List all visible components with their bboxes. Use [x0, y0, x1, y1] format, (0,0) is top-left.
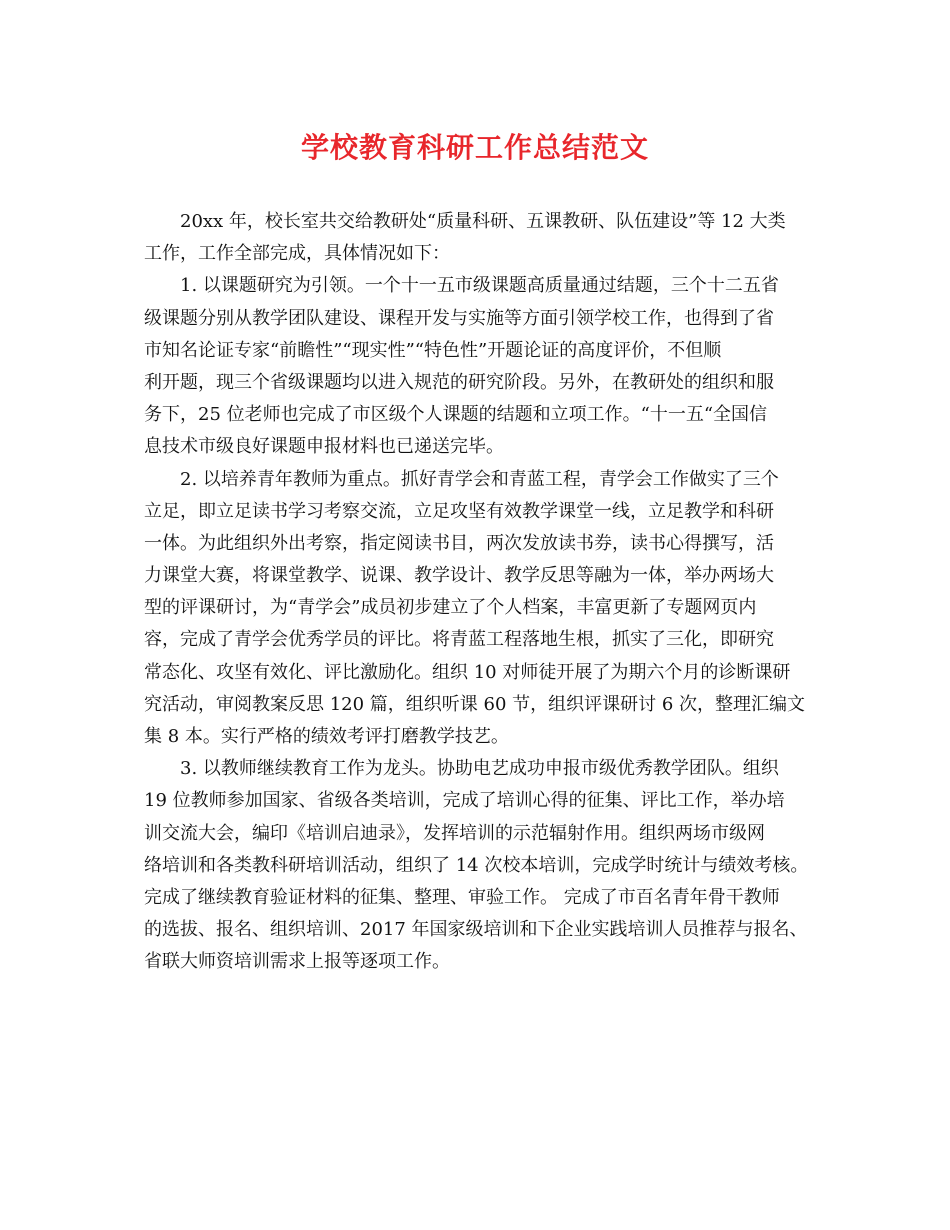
document-title: 学校教育科研工作总结范文 — [300, 131, 649, 164]
paragraph-intro-line: 工作，工作全部完成，具体情况如下： — [144, 243, 450, 265]
paragraph-3-line: 训交流大会，编印《培训启迪录》，发挥培训的示范辐射作用。组织两场市级网 — [144, 822, 765, 844]
paragraph-3-line: 完成了继续教育验证材料的征集、整理、审验工作。 完成了市百名青年骨干教师 — [144, 886, 780, 908]
paragraph-3-line: 的选拔、报名、组织培训、2017 年国家级培训和下企业实践培训人员推荐与报名、 — [144, 919, 808, 941]
paragraph-1-line: 1. 以课题研究为引领。一个十一五市级课题高质量通过结题，三个十二五省 — [180, 275, 779, 297]
paragraph-2-line: 常态化、攻坚有效化、评比激励化。组织 10 对师徒开展了为期六个月的诊断课研 — [144, 661, 791, 683]
paragraph-2-line: 究活动，审阅教案反思 120 篇，组织听课 60 节，组织评课研讨 6 次，整理汇编文 — [144, 693, 806, 715]
paragraph-1-line: 务下，25 位老师也完成了市区级个人课题的结题和立项工作。“十一五“全国信 — [144, 404, 768, 426]
paragraph-1-line: 级课题分别从教学团队建设、课程开发与实施等方面引领学校工作，也得到了省 — [144, 307, 774, 329]
paragraph-3-line: 省联大师资培训需求上报等逐项工作。 — [144, 951, 450, 973]
paragraph-1-line: 市知名论证专家“前瞻性”“现实性”“特色性”开题论证的高度评价，不但顺 — [144, 339, 722, 361]
paragraph-3-line: 19 位教师参加国家、省级各类培训，完成了培训心得的征集、评比工作，举办培 — [144, 790, 785, 812]
paragraph-1-line: 息技术市级良好课题申报材料也已递送完毕。 — [144, 436, 504, 458]
paragraph-2-line: 容，完成了青学会优秀学员的评比。将青蓝工程落地生根，抓实了三化，即研究 — [144, 629, 774, 651]
paragraph-2-line: 立足，即立足读书学习考察交流，立足攻坚有效教学课堂一线，立足教学和科研 — [144, 500, 774, 522]
paragraph-3-line: 3. 以教师继续教育工作为龙头。协助电艺成功申报市级优秀教学团队。组织 — [180, 758, 779, 780]
paragraph-2-line: 集 8 本。实行严格的绩效考评打磨教学技艺。 — [144, 726, 509, 747]
paragraph-1-line: 利开题，现三个省级课题均以进入规范的研究阶段。另外，在教研处的组织和服 — [144, 371, 774, 393]
paragraph-2-line: 力课堂大赛，将课堂教学、说课、教学设计、教学反思等融为一体，举办两场大 — [144, 565, 774, 587]
paragraph-2-line: 型的评课研讨，为“青学会”成员初步建立了个人档案，丰富更新了专题网页内 — [144, 597, 757, 619]
document-body — [144, 206, 809, 979]
paragraph-2-line: 2. 以培养青年教师为重点。抓好青学会和青蓝工程，青学会工作做实了三个 — [180, 468, 779, 490]
paragraph-3-line: 络培训和各类教科研培训活动，组织了 14 次校本培训，完成学时统计与绩效考核。 — [144, 854, 809, 876]
paragraph-2-line: 一体。为此组织外出考察，指定阅读书目，两次发放读书券，读书心得撰写，活 — [144, 532, 774, 554]
paragraph-intro-line: 20xx 年，校长室共交给教研处“质量科研、五课教研、队伍建设”等 12 大类 — [180, 211, 786, 232]
